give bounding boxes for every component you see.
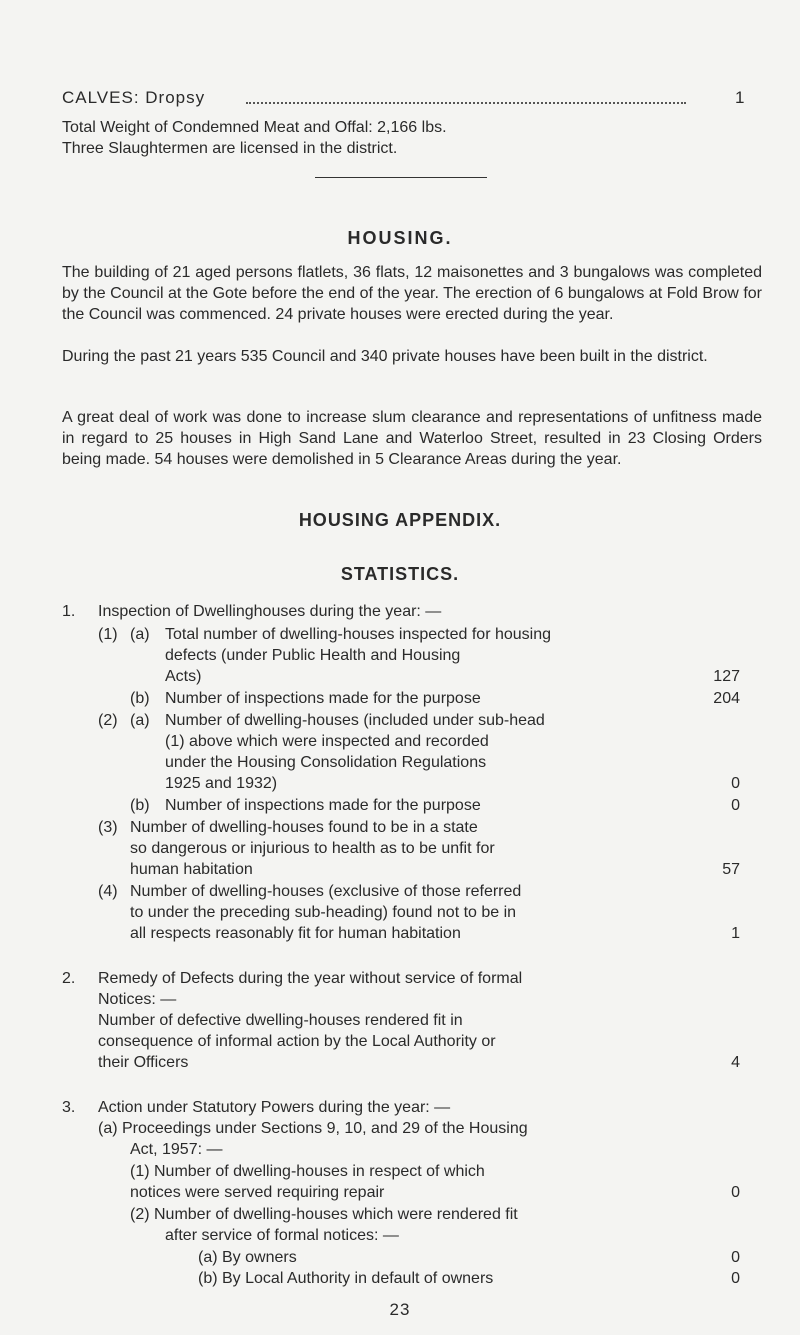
item-label: (3) <box>98 819 118 836</box>
item-line: Total number of dwelling-houses inspected for housing <box>165 626 552 643</box>
section-line: Number of defective dwelling-houses rendered fit in <box>98 1012 463 1029</box>
item-line: Number of dwelling-houses (included under sub-head <box>165 712 545 729</box>
item-value: 127 <box>713 668 740 685</box>
statistics-heading: STATISTICS. <box>340 564 460 584</box>
section-divider <box>315 177 487 178</box>
item-label: (1) <box>98 626 118 643</box>
authority-line: (b) By Local Authority in default of owners <box>198 1270 494 1287</box>
item-value: 204 <box>713 690 740 707</box>
section-heading: Inspection of Dwellinghouses during the year: — <box>98 603 442 620</box>
item-sub: (a) <box>130 712 150 729</box>
section-line: Act, 1957: — <box>130 1141 223 1158</box>
item-value: 4 <box>731 1054 740 1071</box>
section-number: 1. <box>62 603 76 620</box>
section-line: notices were served requiring repair <box>130 1184 385 1201</box>
item-line: Number of inspections made for the purpose <box>165 690 481 707</box>
item-value: 1 <box>731 925 740 942</box>
section-line: Notices: — <box>98 991 177 1008</box>
section-line: (2) Number of dwelling-houses which were rendered fit <box>130 1206 518 1223</box>
item-line: human habitation <box>130 861 253 878</box>
item-value: 0 <box>731 775 740 792</box>
item-line: defects (under Public Health and Housing <box>165 647 461 664</box>
item-value: 0 <box>731 1270 740 1287</box>
item-line: Number of inspections made for the purpose <box>165 797 481 814</box>
item-sub: (b) <box>130 690 150 707</box>
meat-weight-line: Total Weight of Condemned Meat and Offal: 2,166 lbs. <box>62 119 447 136</box>
item-line: under the Housing Consolidation Regulations <box>165 754 487 771</box>
section-line: consequence of informal action by the Local Authority or <box>98 1033 496 1050</box>
section-line: (a) Proceedings under Sections 9, 10, and 29 of the Housing <box>98 1120 528 1137</box>
leader-dots <box>246 102 686 104</box>
item-label: (2) <box>98 712 118 729</box>
item-line: 1925 and 1932) <box>165 775 278 792</box>
calves-value: 1 <box>735 88 745 107</box>
item-value: 0 <box>731 797 740 814</box>
item-value: 0 <box>731 1184 740 1201</box>
page-number: 23 <box>389 1300 411 1319</box>
housing-paragraph-3: A great deal of work was done to increase slum clearance and representations of unfitness made in regard to 25 houses in High Sand Lane and Waterloo Street, resulted in 23 Closing Orders being made. 54 houses were demolished in 5 Clearance Areas during the year. <box>62 409 762 468</box>
item-sub: (b) <box>130 797 150 814</box>
section-line: Remedy of Defects during the year without service of formal <box>98 970 523 987</box>
item-line: Number of dwelling-houses found to be in a state <box>130 819 478 836</box>
appendix-heading: HOUSING APPENDIX. <box>298 510 502 530</box>
section-line: (1) Number of dwelling-houses in respect of which <box>130 1163 485 1180</box>
section-heading: Action under Statutory Powers during the year: — <box>98 1099 451 1116</box>
item-line: to under the preceding sub-heading) found not to be in <box>130 904 517 921</box>
item-line: Number of dwelling-houses (exclusive of those referred <box>130 883 522 900</box>
section-number: 2. <box>62 970 76 987</box>
housing-paragraph-2: During the past 21 years 535 Council and 340 private houses have been built in the district. <box>62 348 708 365</box>
section-line: after service of formal notices: — <box>165 1227 399 1244</box>
section-line: their Officers <box>98 1054 189 1071</box>
calves-label: CALVES: Dropsy <box>62 88 206 107</box>
item-sub: (a) <box>130 626 150 643</box>
item-line: Acts) <box>165 668 202 685</box>
item-line: (1) above which were inspected and recorded <box>165 733 489 750</box>
item-line: all respects reasonably fit for human habitation <box>130 925 461 942</box>
item-line: so dangerous or injurious to health as to be unfit for <box>130 840 495 857</box>
item-value: 57 <box>722 861 740 878</box>
housing-heading: HOUSING. <box>347 228 453 248</box>
slaughtermen-line: Three Slaughtermen are licensed in the district. <box>62 140 398 157</box>
item-label: (4) <box>98 883 118 900</box>
housing-paragraph-1: The building of 21 aged persons flatlets, 36 flats, 12 maisonettes and 3 bungalows was completed by the Council at the Gote before the end of the year. The erection of 6 bungalows at Fold Brow for the Council was commenced. 24 private houses were erected during the year. <box>62 264 762 323</box>
owners-line: (a) By owners <box>198 1249 297 1266</box>
item-value: 0 <box>731 1249 740 1266</box>
section-number: 3. <box>62 1099 76 1116</box>
